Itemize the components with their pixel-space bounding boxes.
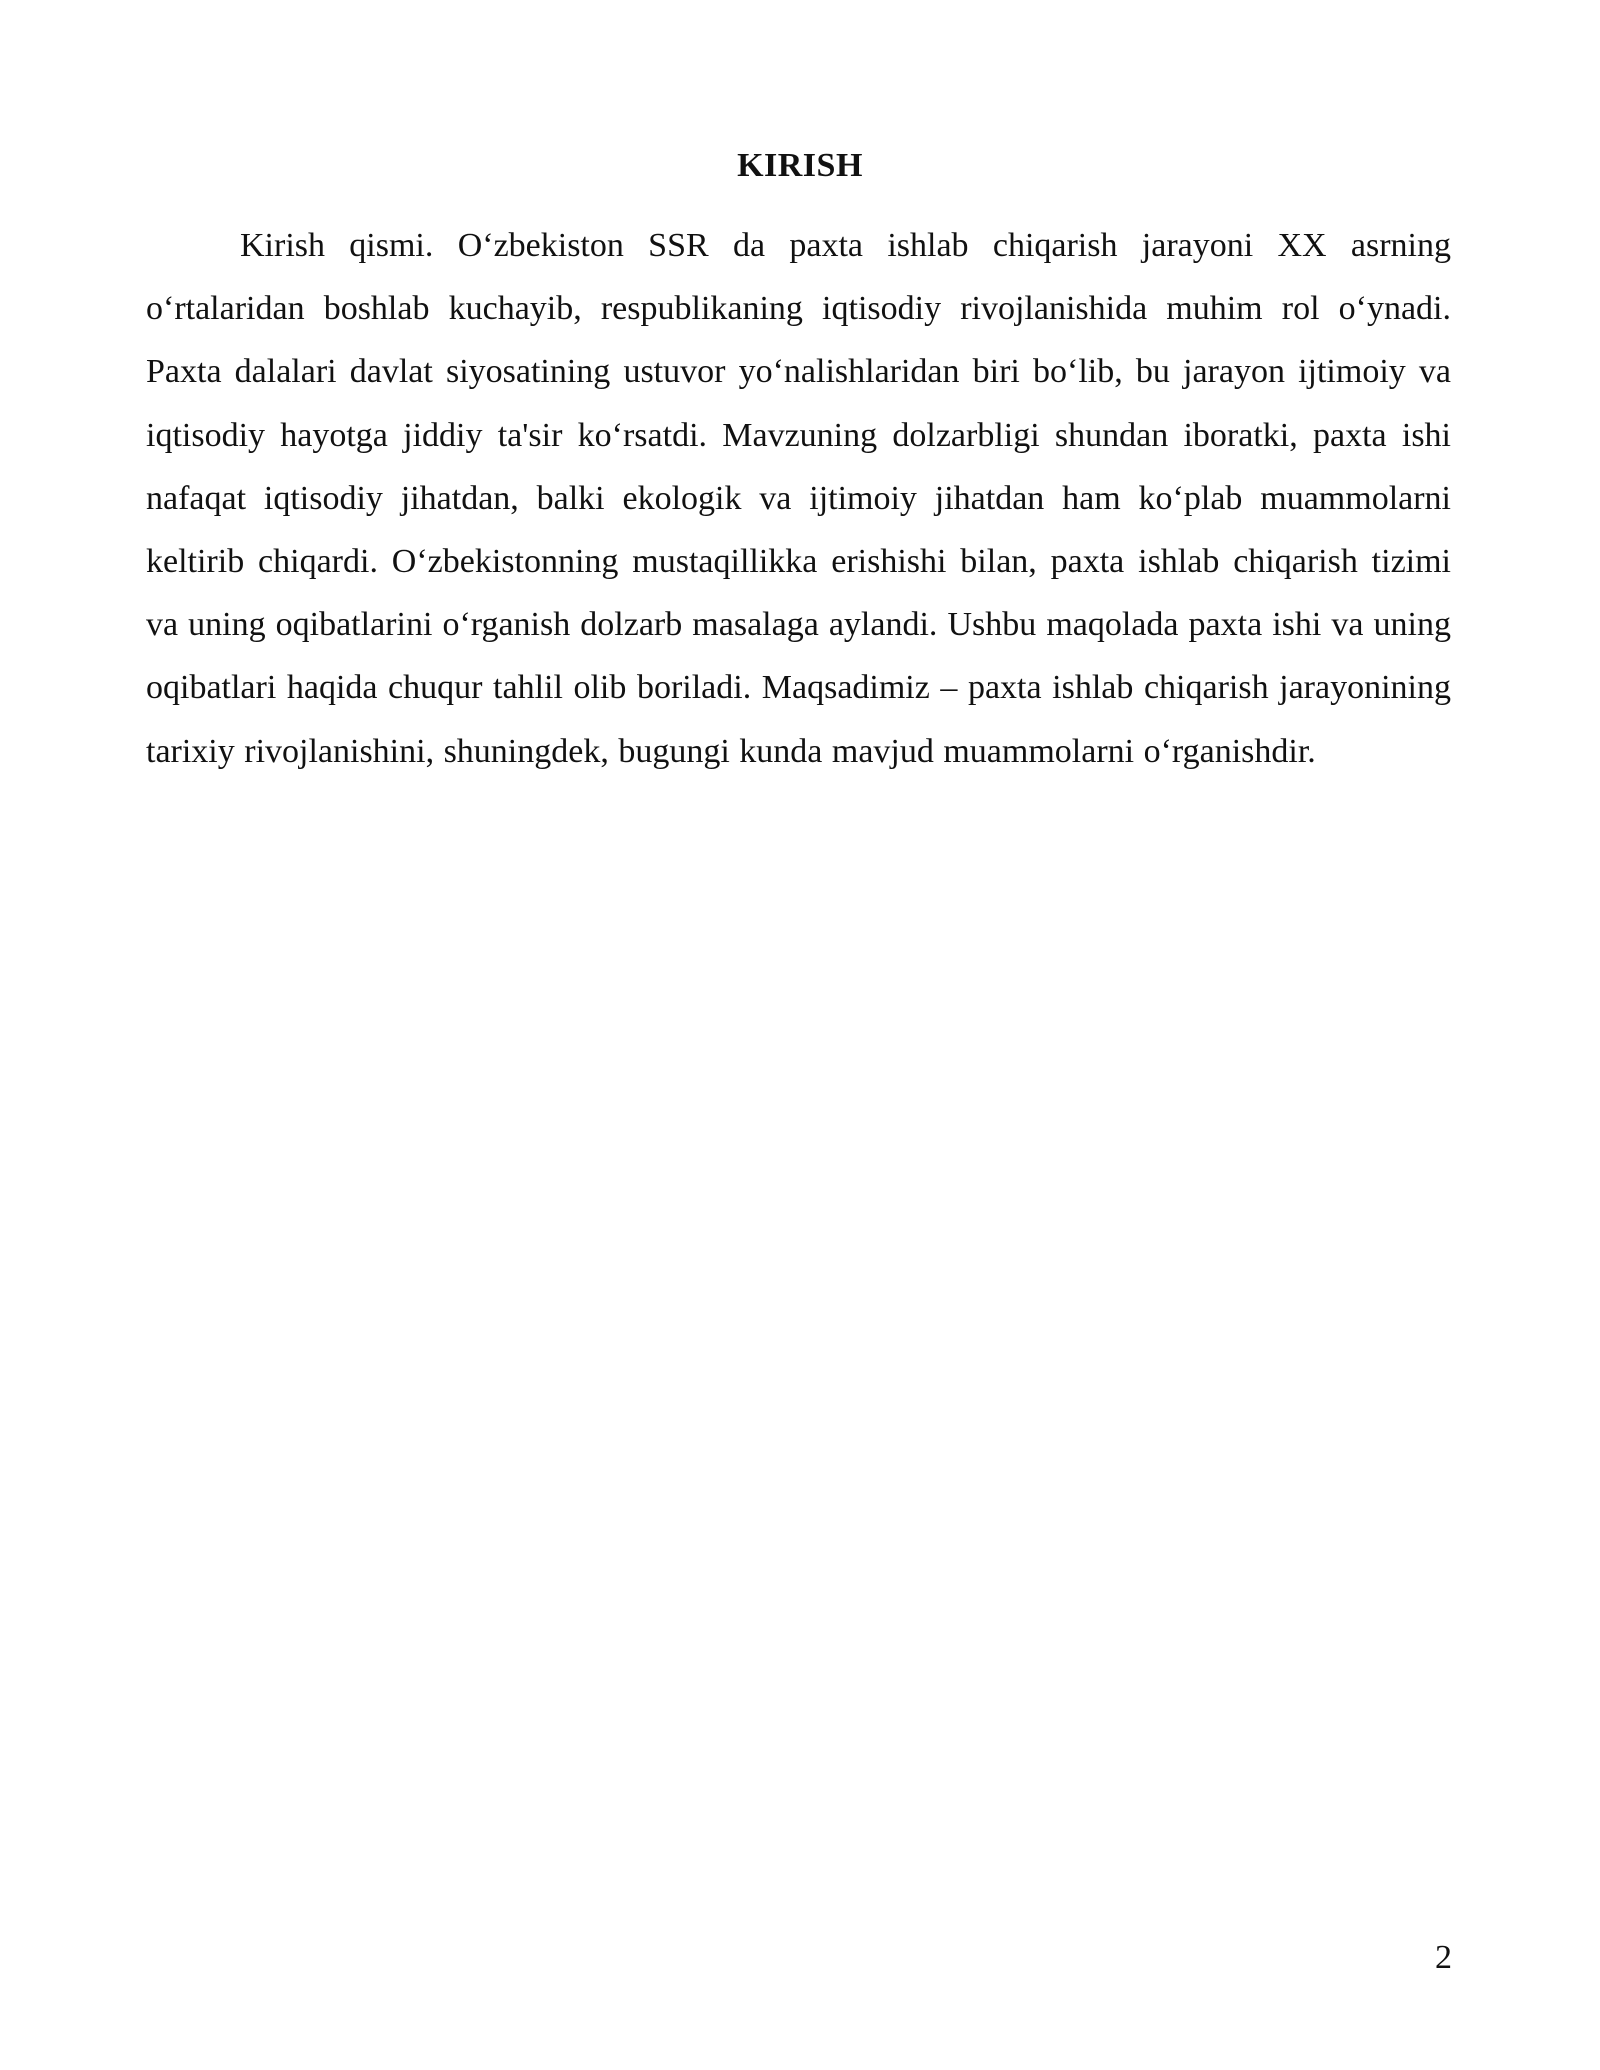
page-title: KIRISH: [737, 147, 863, 184]
page-number: 2: [1435, 1939, 1452, 1976]
body-paragraph: Kirish qismi. O‘zbekiston SSR da paxta ishlab chiqarish jarayoni XX asrning o‘rtalaridan boshlab kuchayib, respublikaning iqtisodiy rivojlanishida muhim rol o‘ynadi. Paxta dalalari davlat siyosatining ustuvor yo‘nalishlaridan biri bo‘lib, bu jarayon ijtimoiy va iqtisodiy hayotga jiddiy ta'sir ko‘rsatdi. Mavzuning dolzarbligi shundan iboratki, paxta ishi nafaqat iqtisodiy jihatdan, balki ekologik va ijtimoiy jihatdan ham ko‘plab muammolarni keltirib chiqardi. O‘zbekistonning mustaqillikka erishishi bilan, paxta ishlab chiqarish tizimi va uning oqibatlarini o‘rganish dolzarb masalaga aylandi. Ushbu maqolada paxta ishi va uning oqibatlari haqida chuqur tahlil olib boriladi. Maqsadimiz – paxta ishlab chiqarish jarayonining tarixiy rivojlanishini, shuningdek, bugungi kunda mavjud muammolarni o‘rganishdir.: [146, 227, 1451, 770]
